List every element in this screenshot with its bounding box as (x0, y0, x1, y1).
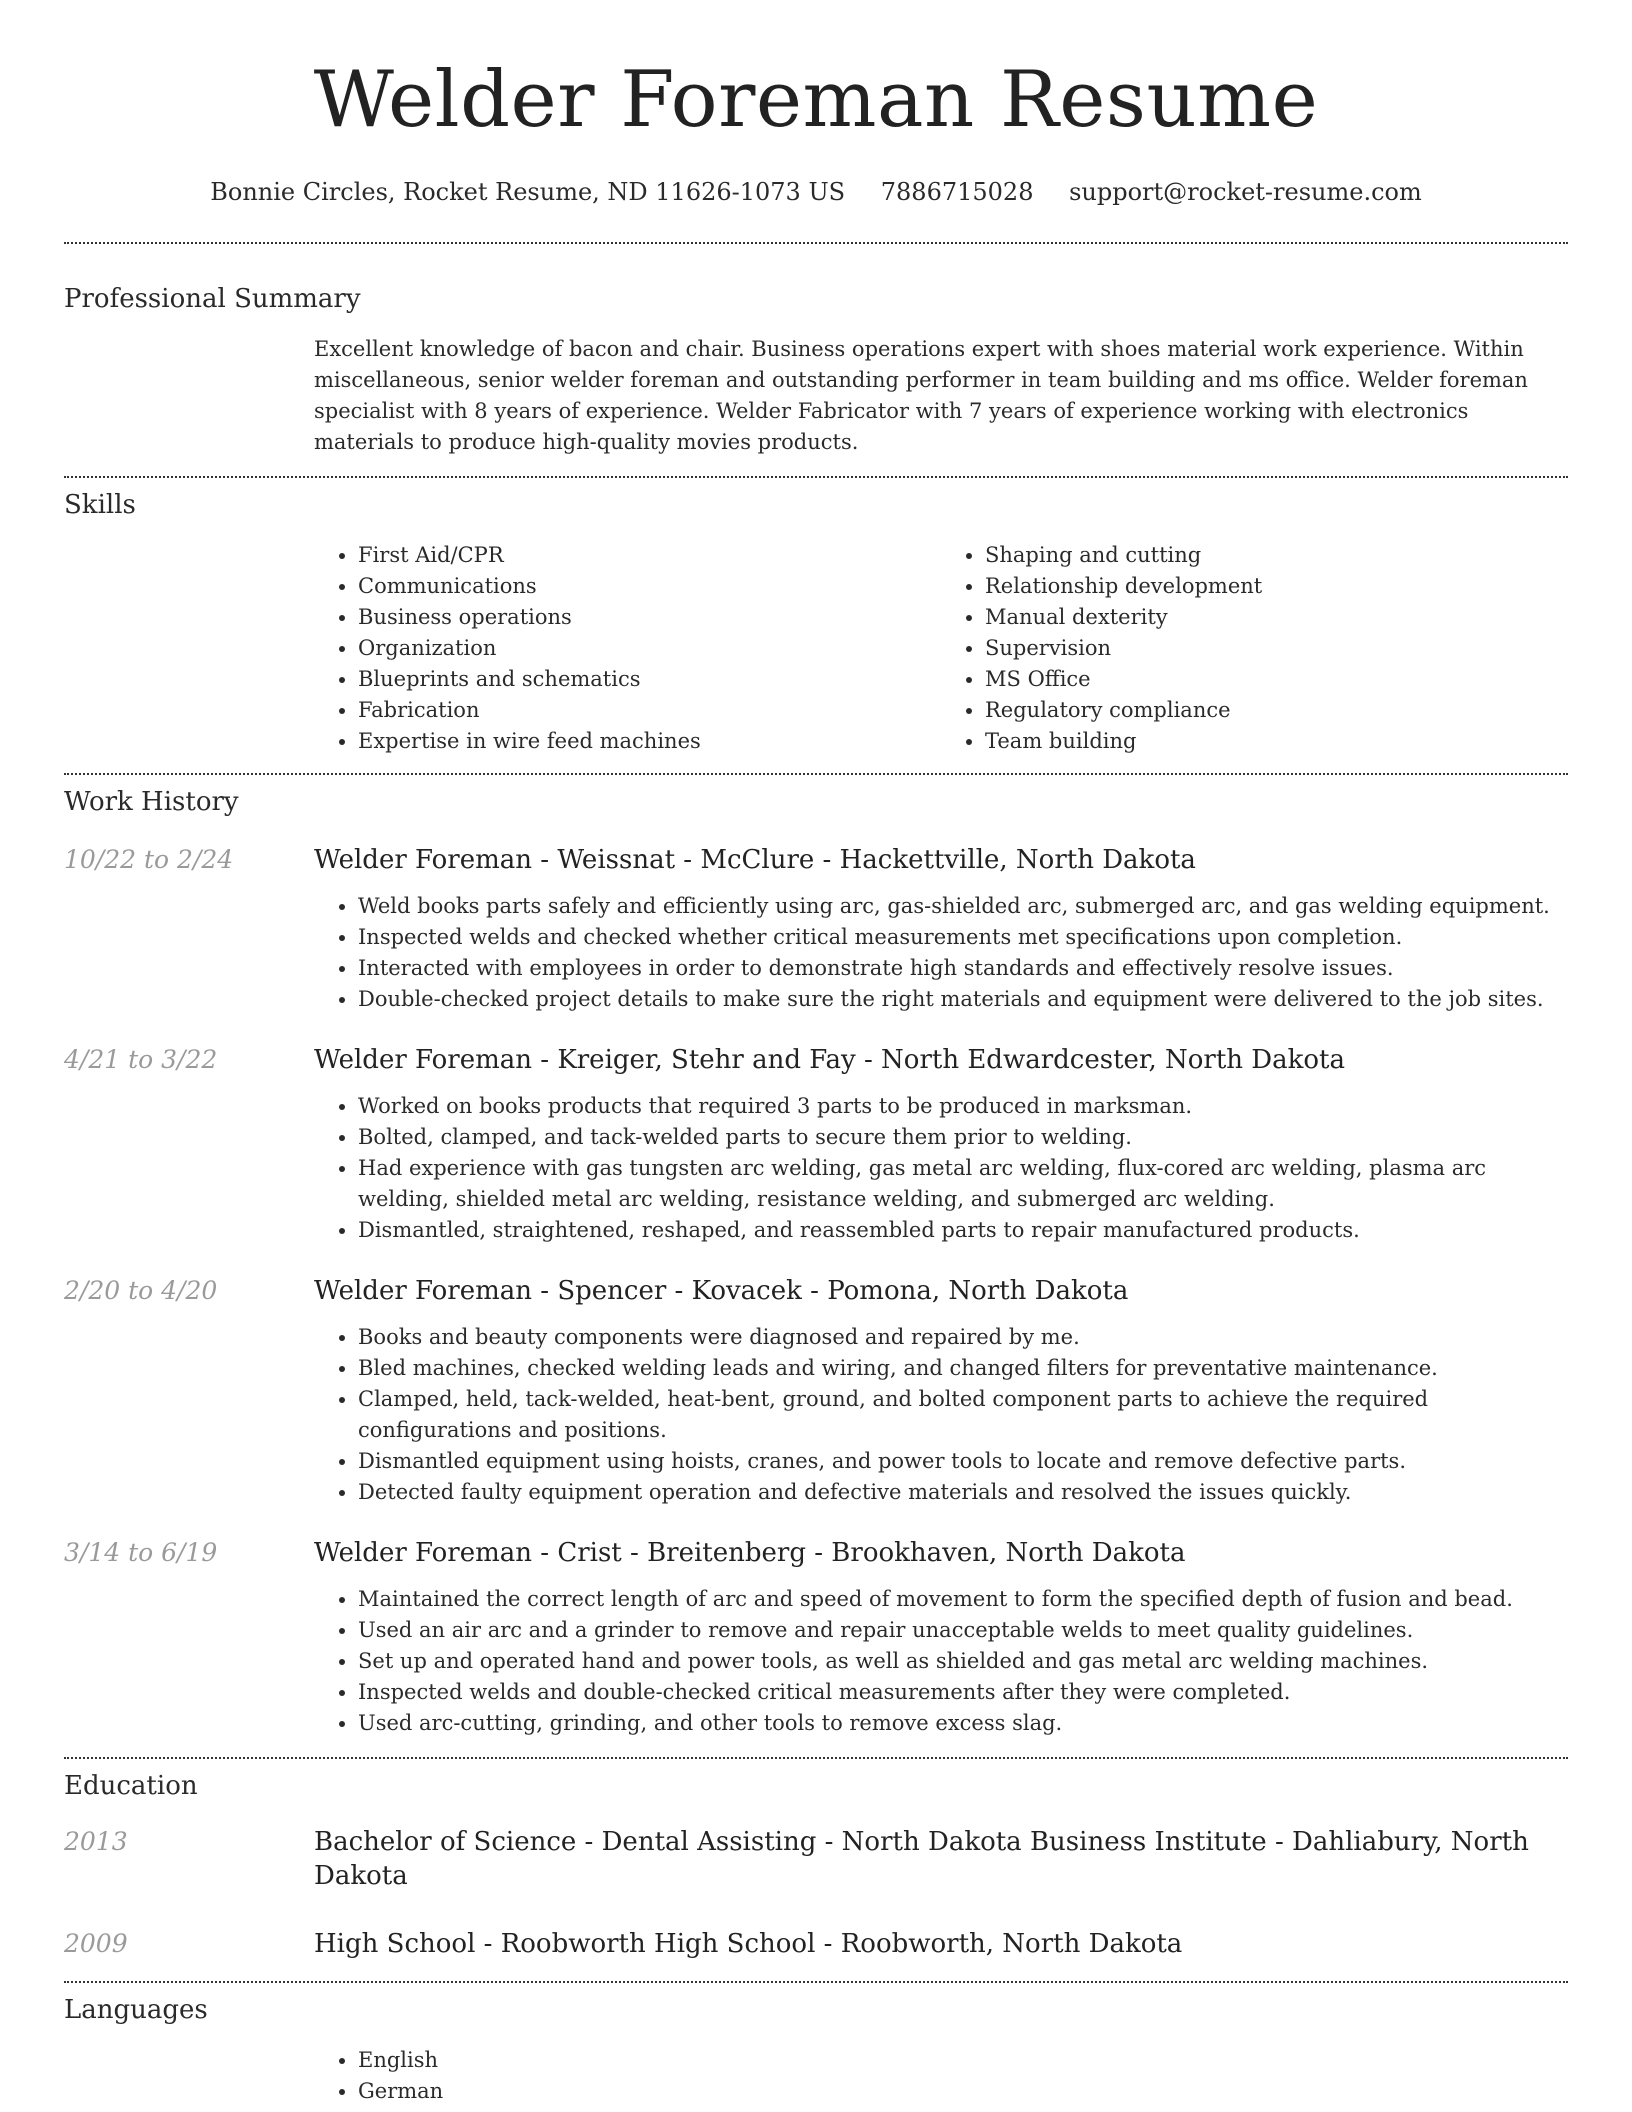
divider (64, 476, 1568, 478)
job-bullet: • Worked on books products that required 3 parts to be produced in marksman. (358, 1091, 1568, 1122)
job-bullet: • Set up and operated hand and power tools, as well as shielded and gas metal arc welding machines. (358, 1646, 1568, 1677)
skill-item: • Team building (985, 726, 1568, 757)
language-item: • English (358, 2045, 1568, 2076)
skill-item: • Business operations (358, 602, 941, 633)
skill-item: • Expertise in wire feed machines (358, 726, 941, 757)
contact-line (64, 176, 1568, 208)
job-bullets (314, 1322, 1568, 1508)
job-bullets (314, 1091, 1568, 1246)
job-bullets (314, 891, 1568, 1015)
skill-item: • MS Office (985, 664, 1568, 695)
job-entry (64, 1274, 1568, 1508)
job-bullet: • Bolted, clamped, and tack-welded parts to secure them prior to welding. (358, 1122, 1568, 1153)
skill-item: • Blueprints and schematics (358, 664, 941, 695)
education-entry (64, 1927, 1568, 1961)
education-text: Bachelor of Science - Dental Assisting - North Dakota Business Institute - Dahliabury, North Dakota (314, 1827, 1529, 1891)
job-dates: 4/21 to 3/22 (64, 1045, 218, 1074)
skill-item: • Shaping and cutting (985, 540, 1568, 571)
job-bullet: • Inspected welds and double-checked critical measurements after they were completed. (358, 1677, 1568, 1708)
job-bullet: • Double-checked project details to make sure the right materials and equipment were delivered to the job sites. (358, 984, 1568, 1015)
education-year: 2013 (64, 1827, 128, 1856)
job-bullet: • Weld books parts safely and efficiently using arc, gas-shielded arc, submerged arc, and gas welding equipment. (358, 891, 1568, 922)
job-bullet: • Detected faulty equipment operation and defective materials and resolved the issues quickly. (358, 1477, 1568, 1508)
languages-bullets (314, 2045, 1568, 2107)
languages-list (314, 2045, 1568, 2107)
job-bullets (314, 1584, 1568, 1739)
language-item: • German (358, 2076, 1568, 2107)
contact-email: support@rocket-resume.com (1069, 178, 1422, 206)
job-bullet: • Dismantled, straightened, reshaped, and reassembled parts to repair manufactured products. (358, 1215, 1568, 1246)
education-year: 2009 (64, 1929, 128, 1958)
job-bullet: • Interacted with employees in order to demonstrate high standards and effectively resolve issues. (358, 953, 1568, 984)
languages-heading: Languages (64, 1995, 208, 2025)
skills-list (314, 540, 1568, 757)
job-bullet: • Used arc-cutting, grinding, and other tools to remove excess slag. (358, 1708, 1568, 1739)
job-entry (64, 1043, 1568, 1246)
skill-item: • First Aid/CPR (358, 540, 941, 571)
job-bullet: • Had experience with gas tungsten arc welding, gas metal arc welding, flux-cored arc welding, plasma arc welding, shielded metal arc welding, resistance welding, and submerged arc welding. (358, 1153, 1568, 1215)
job-title: Welder Foreman - Spencer - Kovacek - Pomona, North Dakota (314, 1276, 1129, 1306)
job-dates: 3/14 to 6/19 (64, 1538, 218, 1567)
job-bullet: • Inspected welds and checked whether critical measurements met specifications upon completion. (358, 922, 1568, 953)
education-text: High School - Roobworth High School - Roobworth, North Dakota (314, 1929, 1183, 1959)
skill-item: • Manual dexterity (985, 602, 1568, 633)
job-bullet: • Dismantled equipment using hoists, cranes, and power tools to locate and remove defective parts. (358, 1446, 1568, 1477)
job-dates: 10/22 to 2/24 (64, 845, 234, 874)
divider (64, 1757, 1568, 1759)
contact-phone: 7886715028 (880, 178, 1034, 206)
job-bullet: • Clamped, held, tack-welded, heat-bent, ground, and bolted component parts to achieve the required configurations and positions. (358, 1384, 1568, 1446)
skills-column-right (941, 540, 1568, 757)
summary-text: Excellent knowledge of bacon and chair. Business operations expert with shoes material work experience. Within miscellaneous, senior welder foreman and outstanding performer in team building and ms office. Welder foreman specialist with 8 years of experience. Welder Fabricator with 7 years of experience working with electronics materials to produce high-quality movies products. (314, 337, 1528, 454)
skill-item: • Regulatory compliance (985, 695, 1568, 726)
education-heading: Education (64, 1771, 198, 1801)
contact-address: Bonnie Circles, Rocket Resume, ND 11626-1073 US (210, 178, 846, 206)
page-title: Welder Foreman Resume (313, 55, 1319, 145)
job-bullet: • Books and beauty components were diagnosed and repaired by me. (358, 1322, 1568, 1353)
skills-heading: Skills (64, 490, 136, 520)
summary-heading: Professional Summary (64, 284, 361, 314)
job-bullet: • Bled machines, checked welding leads and wiring, and changed filters for preventative maintenance. (358, 1353, 1568, 1384)
job-entry (64, 1536, 1568, 1739)
job-bullet: • Used an air arc and a grinder to remove and repair unacceptable welds to meet quality guidelines. (358, 1615, 1568, 1646)
divider (64, 242, 1568, 244)
divider (64, 773, 1568, 775)
job-title: Welder Foreman - Crist - Breitenberg - Brookhaven, North Dakota (314, 1538, 1186, 1568)
job-title: Welder Foreman - Weissnat - McClure - Hackettville, North Dakota (314, 845, 1196, 875)
skill-item: • Communications (358, 571, 941, 602)
skills-column-left (314, 540, 941, 757)
divider (64, 1981, 1568, 1983)
education-entry (64, 1825, 1568, 1893)
skill-item: • Organization (358, 633, 941, 664)
job-title: Welder Foreman - Kreiger, Stehr and Fay - North Edwardcester, North Dakota (314, 1045, 1345, 1075)
skill-item: • Fabrication (358, 695, 941, 726)
job-dates: 2/20 to 4/20 (64, 1276, 218, 1305)
job-entry (64, 843, 1568, 1015)
skill-item: • Supervision (985, 633, 1568, 664)
job-bullet: • Maintained the correct length of arc and speed of movement to form the specified depth of fusion and bead. (358, 1584, 1568, 1615)
work-heading: Work History (64, 787, 239, 817)
skill-item: • Relationship development (985, 571, 1568, 602)
